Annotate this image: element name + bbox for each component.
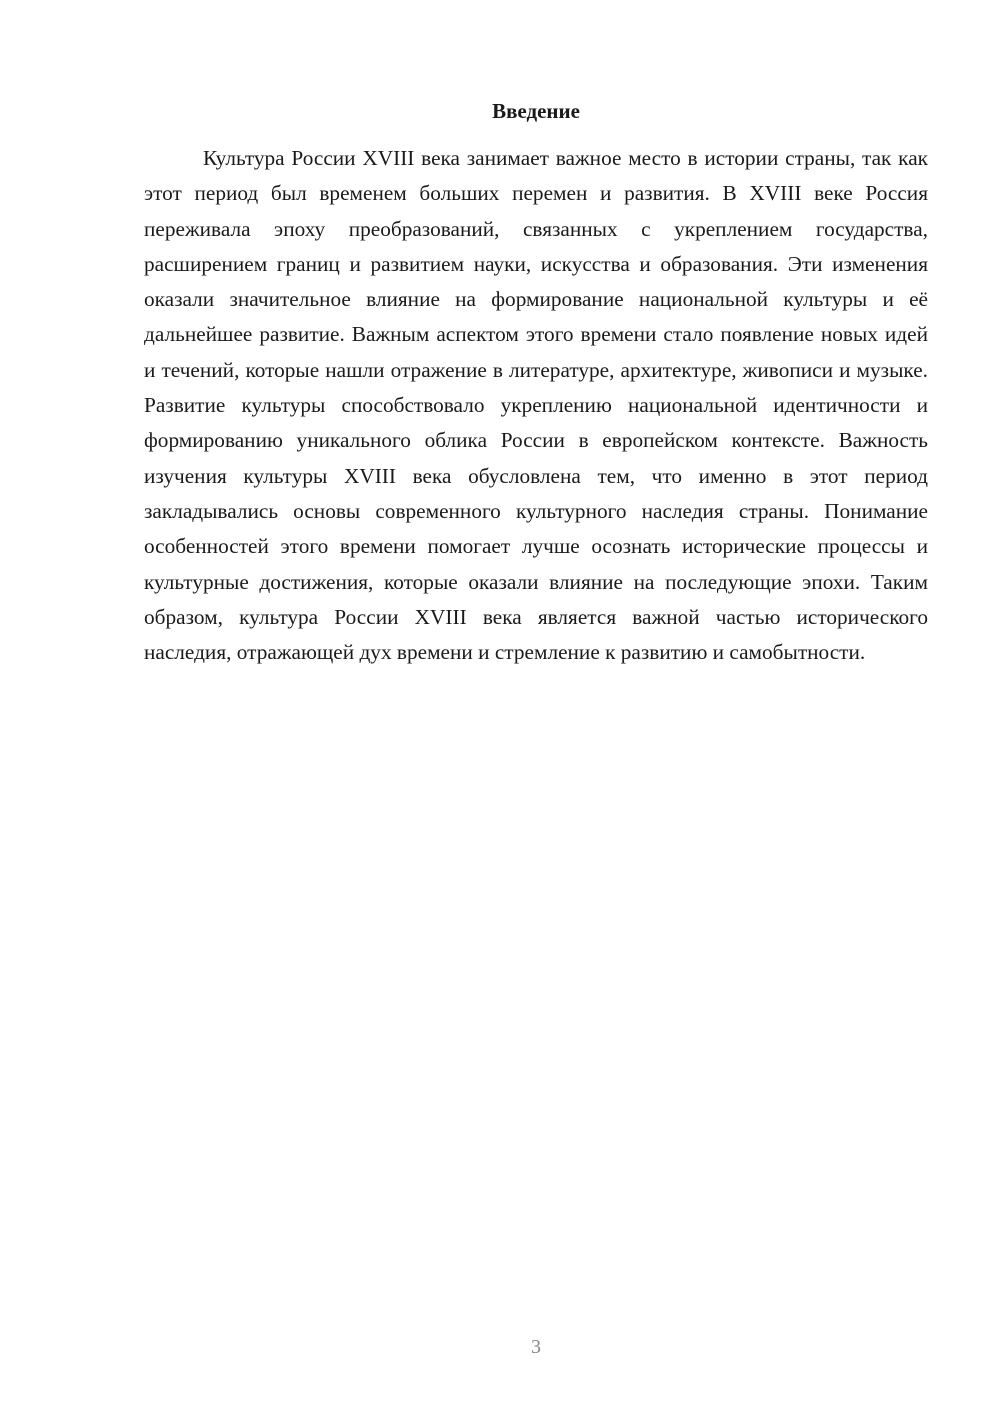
- body-paragraph: Культура России XVIII века занимает важное место в истории страны, так как этот период был временем больших перемен и развития. В XVIII веке Россия переживала эпоху преобразований, связанных с укреплением государства, расширением границ и развитием науки, искусства и образования. Эти изменения оказали значительное влияние на формирование национальной культуры и её дальнейшее развитие. Важным аспектом этого времени стало появление новых идей и течений, которые нашли отражение в литературе, архитектуре, живописи и музыке. Развитие культуры способствовало укреплению национальной идентичности и формированию уникального облика России в европейском контексте. Важность изучения культуры XVIII века обусловлена тем, что именно в этот период закладывались основы современного культурного наследия страны. Понимание особенностей этого времени помогает лучше осознать исторические процессы и культурные достижения, которые оказали влияние на последующие эпохи. Таким образом, культура России XVIII века является важной частью исторического наследия, отражающей дух времени и стремление к развитию и самобытности.: [144, 146, 928, 665]
- section-heading: Введение: [492, 99, 580, 123]
- page-number: 3: [531, 1336, 541, 1358]
